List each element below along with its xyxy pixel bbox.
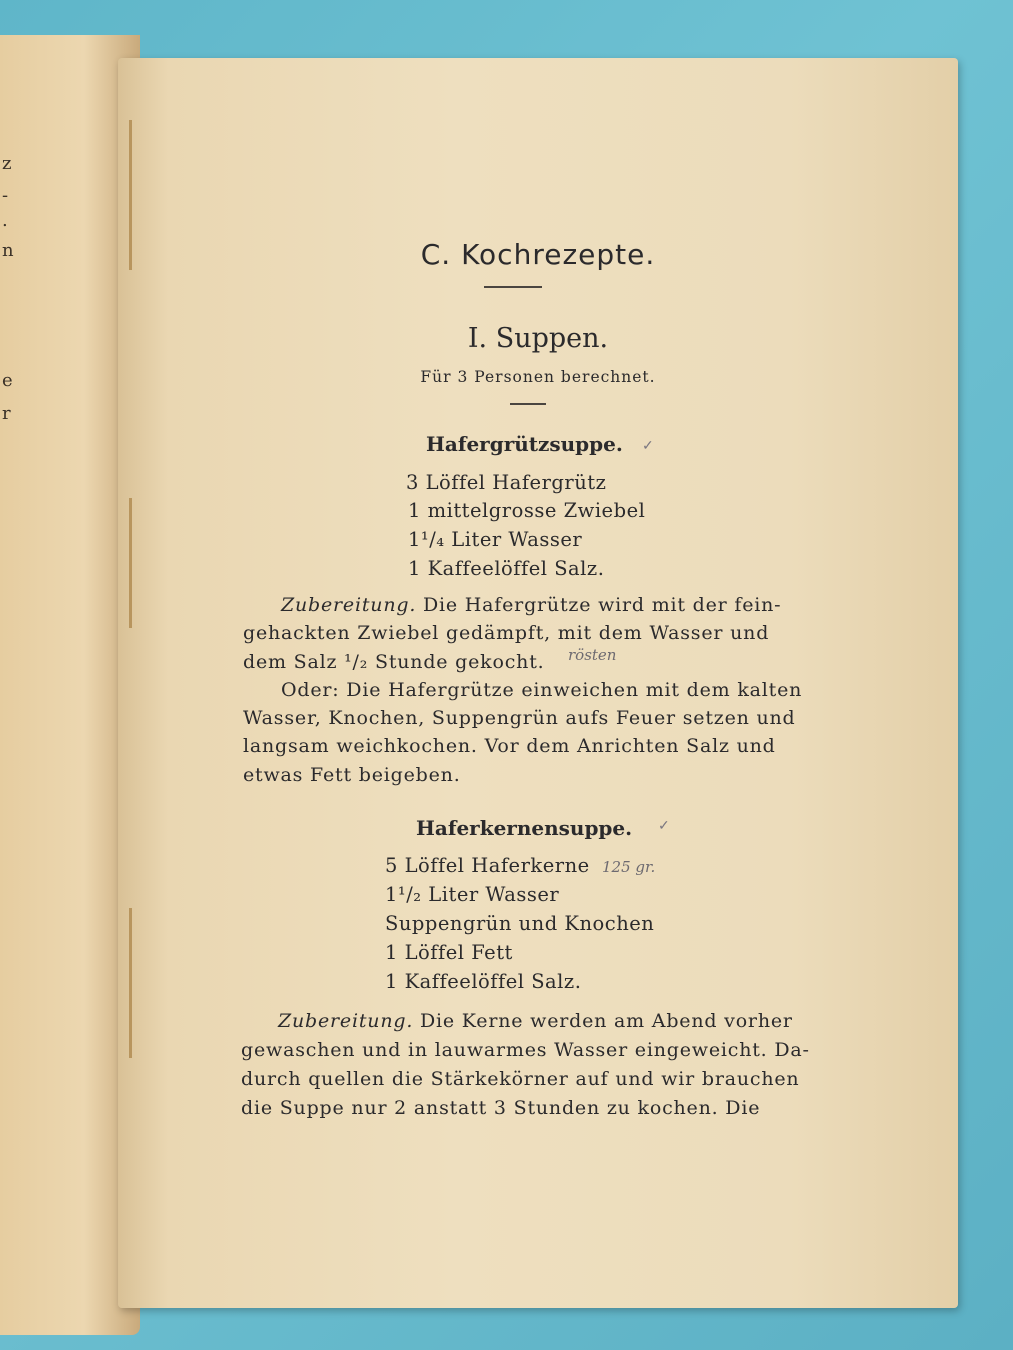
prep-text: langsam weichkochen. Vor dem Anrichten Salz und <box>243 735 776 757</box>
ingredient-line: 1¹/₂ Liter Wasser <box>385 883 560 906</box>
prep-label: Zubereitung. <box>278 1010 414 1032</box>
handwritten-note: rösten <box>568 646 617 664</box>
prep-text: Wasser, Knochen, Suppengrün aufs Feuer setzen und <box>243 707 796 729</box>
check-mark: ✓ <box>642 438 654 454</box>
left-page-fragment: r <box>2 403 11 424</box>
left-page-fragment: - <box>2 185 9 206</box>
ingredient-line: 1 Kaffeelöffel Salz. <box>408 557 605 580</box>
prep-text: Oder: Die Hafergrütze einweichen mit dem kalten <box>281 679 803 701</box>
prep-text: durch quellen die Stärkekörner auf und wir brauchen <box>241 1068 800 1090</box>
ingredient-line: 1 Kaffeelöffel Salz. <box>385 970 582 993</box>
left-page-fragment: e <box>2 370 13 391</box>
ingredient-line: 1 Löffel Fett <box>385 941 513 964</box>
binding-stitch <box>129 908 132 1058</box>
recipe-title: Hafergrützsuppe. <box>426 432 623 456</box>
prep-text: gewaschen und in lauwarmes Wasser eingeweicht. Da- <box>241 1039 810 1061</box>
ingredient-line: 1¹/₄ Liter Wasser <box>408 528 583 551</box>
recipe-title: Haferkernensuppe. <box>416 816 633 840</box>
divider <box>510 403 546 405</box>
ingredient-line: 3 Löffel Hafergrütz <box>406 471 607 494</box>
prep-label: Zubereitung. <box>281 594 417 616</box>
handwritten-note: 125 gr. <box>602 858 656 876</box>
left-page-fragment: z <box>2 153 12 174</box>
ingredient-line: Suppengrün und Knochen <box>385 912 655 935</box>
prep-text: die Suppe nur 2 anstatt 3 Stunden zu kochen. Die <box>241 1097 761 1119</box>
book-page <box>118 58 958 1308</box>
prep-text: etwas Fett beigeben. <box>243 764 461 786</box>
section-heading: I. Suppen. <box>467 323 609 354</box>
check-mark: ✓ <box>658 818 670 834</box>
ingredient-line: 1 mittelgrosse Zwiebel <box>408 499 646 522</box>
prep-text: Die Kerne werden am Abend vorher <box>420 1010 793 1032</box>
divider <box>484 286 542 288</box>
prep-text: dem Salz ¹/₂ Stunde gekocht. <box>243 651 545 673</box>
page-title: C. Kochrezepte. <box>420 238 656 271</box>
left-page-fragment: n <box>2 240 14 261</box>
prep-text: Die Hafergrütze wird mit der fein- <box>423 594 782 616</box>
section-subtitle: Für 3 Personen berechnet. <box>420 368 656 386</box>
left-page-fragment: . <box>2 210 8 231</box>
ingredient-line: 5 Löffel Haferkerne <box>385 854 590 877</box>
binding-stitch <box>129 498 132 628</box>
prep-text: gehackten Zwiebel gedämpft, mit dem Wasser und <box>243 622 770 644</box>
